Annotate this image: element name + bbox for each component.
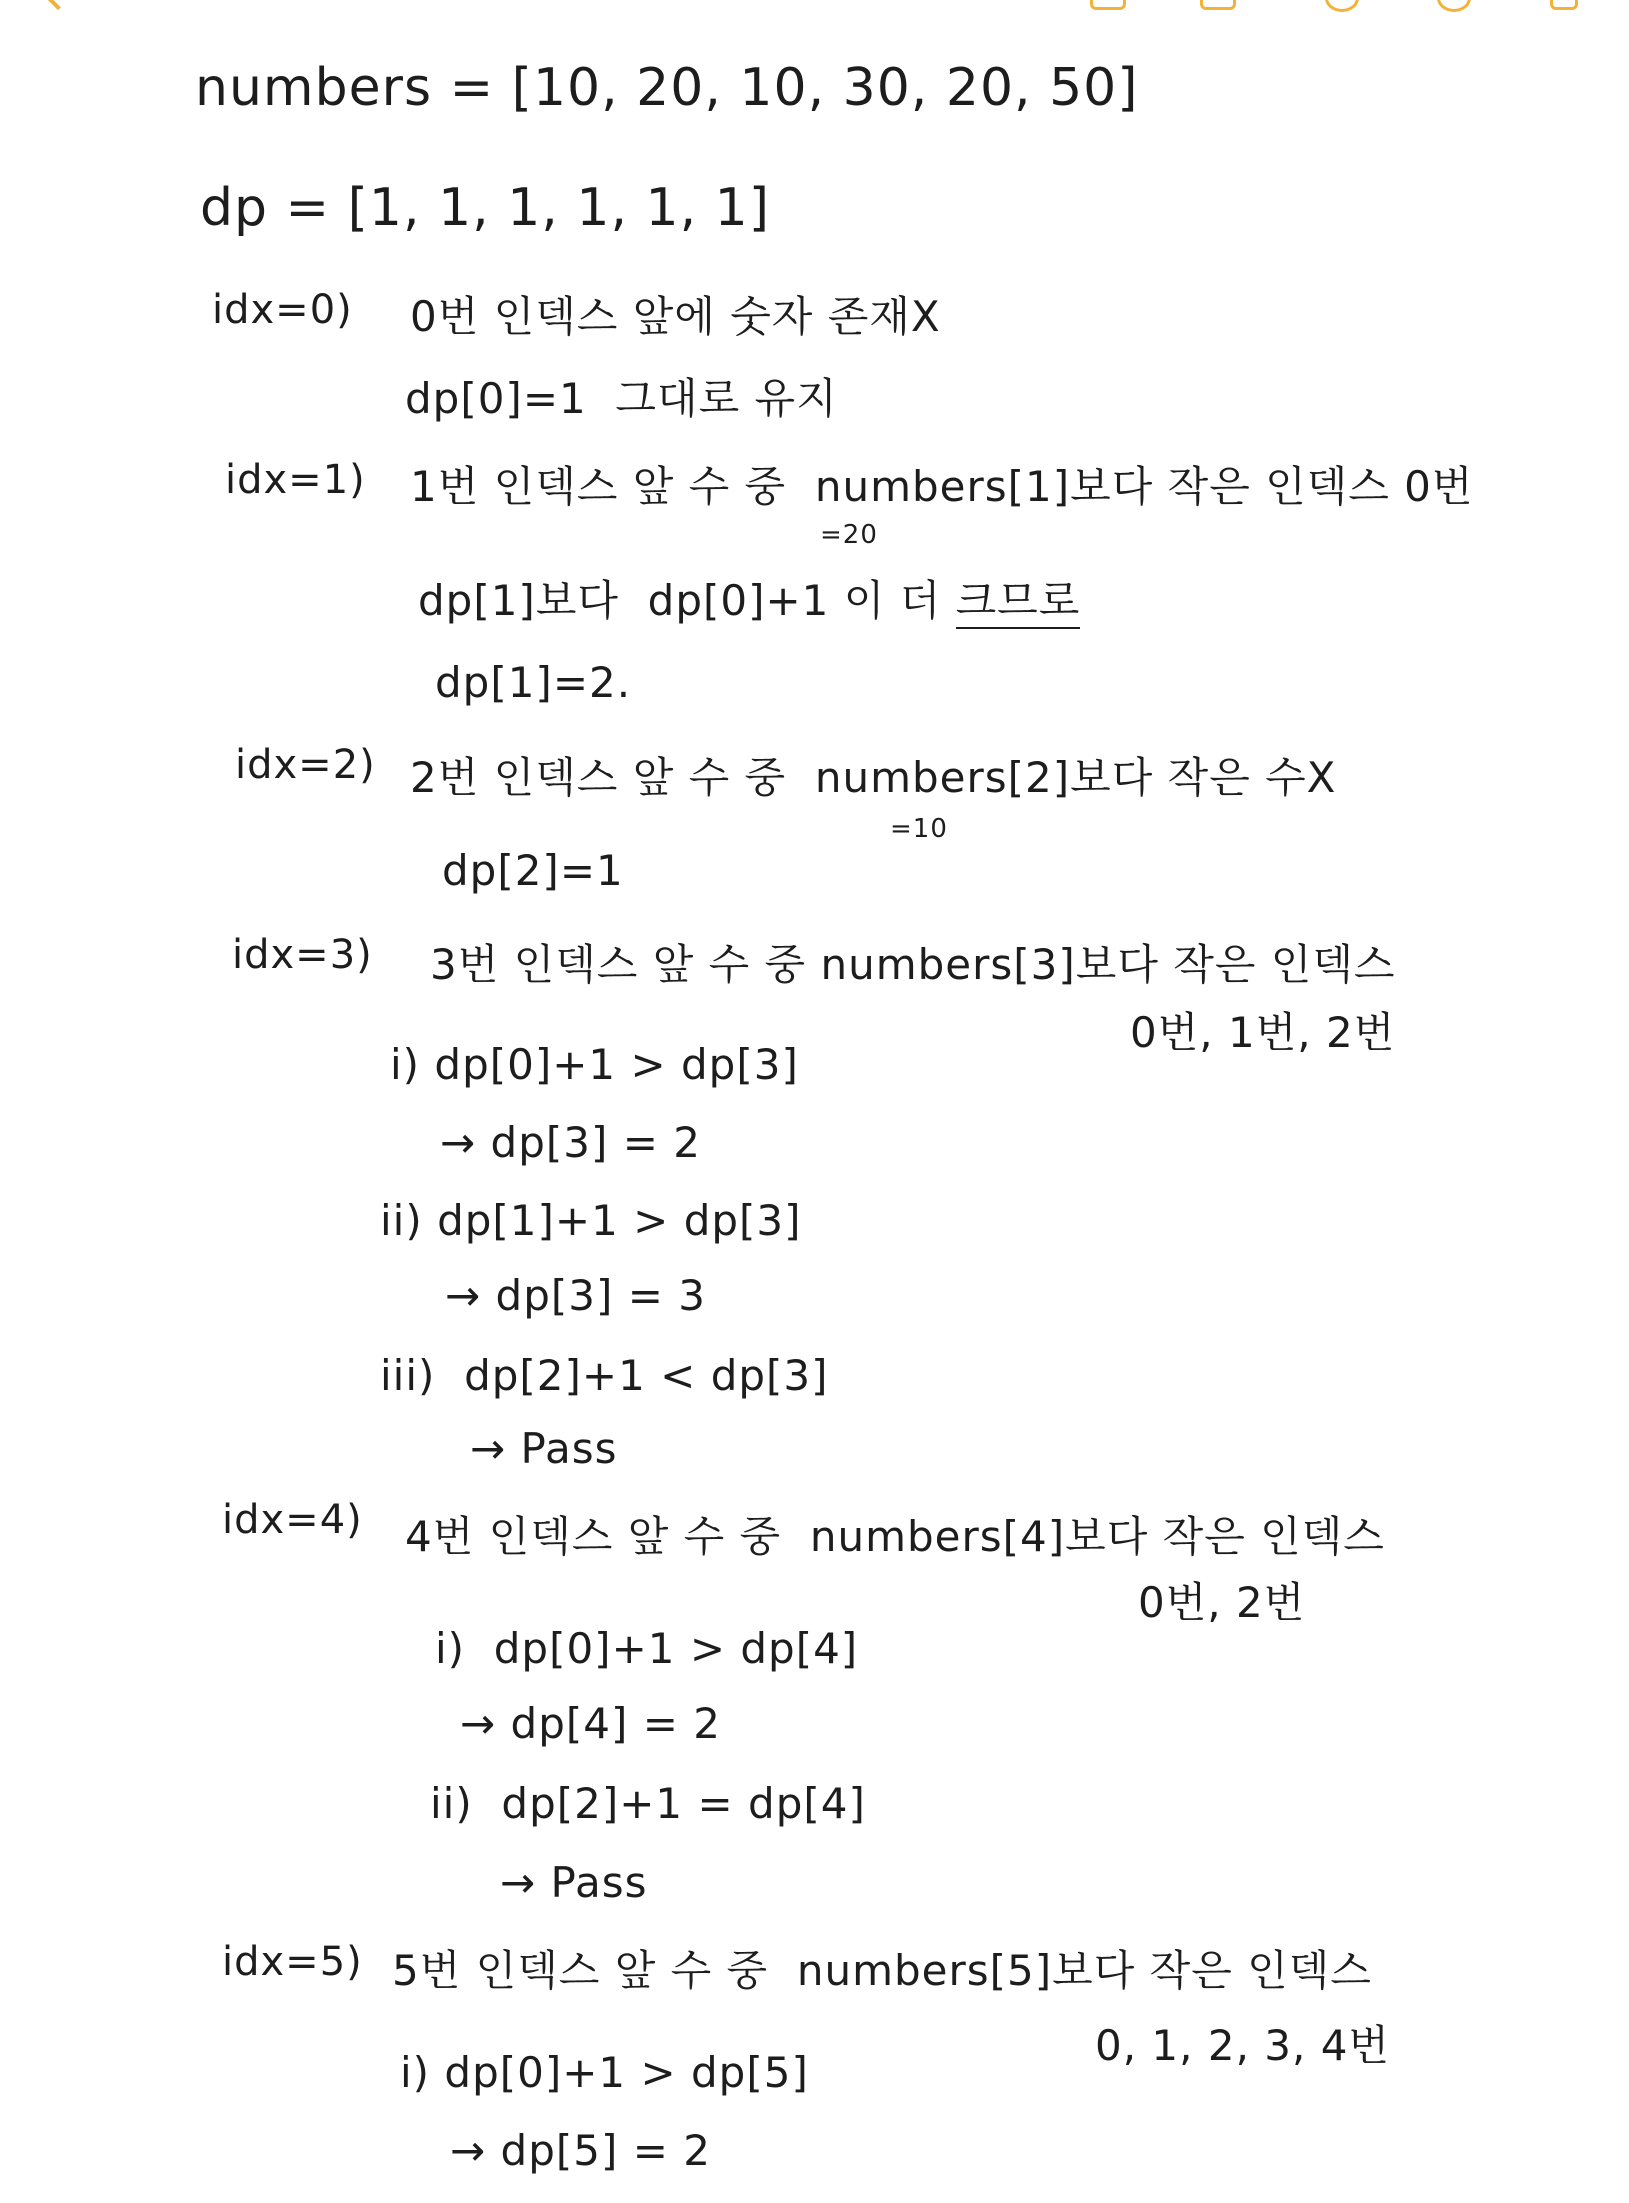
idx1-label: idx=1) — [225, 457, 366, 503]
idx3-case1-result: → dp[3] = 2 — [440, 1118, 701, 1167]
idx5-label: idx=5) — [222, 1939, 363, 1985]
idx2-line2: dp[2]=1 — [442, 846, 624, 895]
idx1-line2-underlined: 크므로 — [956, 576, 1081, 629]
idx4-label: idx=4) — [222, 1497, 363, 1543]
idx4-case1-result: → dp[4] = 2 — [460, 1699, 721, 1748]
idx3-case2: ii) dp[1]+1 > dp[3] — [380, 1196, 802, 1245]
dp-line: dp = [1, 1, 1, 1, 1, 1] — [200, 178, 771, 238]
numbers-line: numbers = [10, 20, 10, 30, 20, 50] — [195, 58, 1139, 118]
idx3-line1b: 0번, 1번, 2번 — [1130, 1008, 1396, 1057]
idx1-line2-text: dp[1]보다 dp[0]+1 이 더 — [418, 576, 956, 625]
idx4-line1: 4번 인덱스 앞 수 중 numbers[4]보다 작은 인덱스 — [405, 1512, 1385, 1561]
idx1-line2 — [418, 576, 1081, 625]
idx2-sub: =10 — [890, 814, 948, 844]
idx4-line1b: 0번, 2번 — [1138, 1578, 1306, 1627]
idx3-case3-result: → Pass — [470, 1424, 618, 1473]
idx1-line3: dp[1]=2. — [435, 658, 632, 707]
idx5-case1-result: → dp[5] = 2 — [450, 2126, 711, 2175]
idx2-label: idx=2) — [235, 742, 376, 788]
idx5-line1b: 0, 1, 2, 3, 4번 — [1095, 2021, 1390, 2070]
idx4-case2: ii) dp[2]+1 = dp[4] — [430, 1779, 866, 1828]
idx3-label: idx=3) — [232, 932, 373, 978]
idx1-line1: 1번 인덱스 앞 수 중 numbers[1]보다 작은 인덱스 0번 — [410, 462, 1474, 511]
idx1-sub: =20 — [820, 520, 878, 550]
idx5-case1: i) dp[0]+1 > dp[5] — [400, 2048, 809, 2097]
idx0-line1: 0번 인덱스 앞에 숫자 존재X — [410, 292, 941, 341]
idx5-line1: 5번 인덱스 앞 수 중 numbers[5]보다 작은 인덱스 — [392, 1946, 1372, 1995]
idx0-line2: dp[0]=1 그대로 유지 — [405, 374, 838, 423]
idx4-case2-result: → Pass — [500, 1858, 648, 1907]
idx3-line1: 3번 인덱스 앞 수 중 numbers[3]보다 작은 인덱스 — [430, 940, 1396, 989]
idx2-line1: 2번 인덱스 앞 수 중 numbers[2]보다 작은 수X — [410, 753, 1337, 802]
idx3-case3: iii) dp[2]+1 < dp[3] — [380, 1351, 829, 1400]
idx4-case1: i) dp[0]+1 > dp[4] — [435, 1624, 859, 1673]
idx0-label: idx=0) — [212, 287, 353, 333]
idx3-case1: i) dp[0]+1 > dp[3] — [390, 1040, 799, 1089]
idx3-case2-result: → dp[3] = 3 — [445, 1271, 706, 1320]
